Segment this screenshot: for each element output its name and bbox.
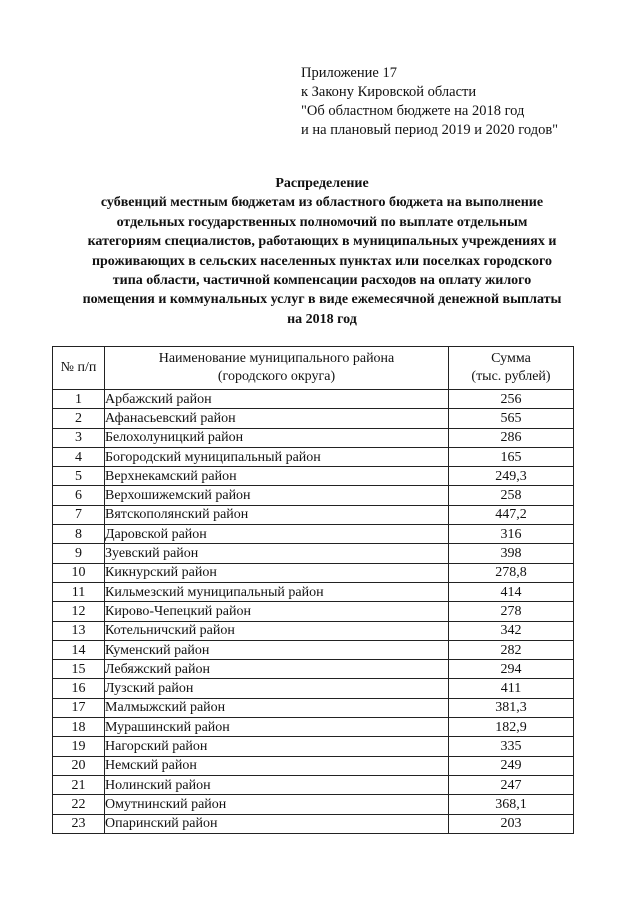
- table-row: [53, 679, 574, 698]
- row-number: 3: [53, 428, 105, 447]
- title-heading: Распределение: [275, 176, 369, 191]
- amount: 368,1: [449, 795, 574, 814]
- amount: 294: [449, 660, 574, 679]
- table-row: [53, 544, 574, 563]
- district-name: Нолинский район: [105, 775, 449, 794]
- district-name: Верхнекамский район: [105, 467, 449, 486]
- district-name: Лузский район: [105, 679, 449, 698]
- row-number: 10: [53, 563, 105, 582]
- table-row: [53, 602, 574, 621]
- amount: 411: [449, 679, 574, 698]
- table-row: [53, 814, 574, 833]
- district-name: Зуевский район: [105, 544, 449, 563]
- district-name: Кильмезский муниципальный район: [105, 582, 449, 601]
- district-name: Куменский район: [105, 640, 449, 659]
- header-name: [105, 347, 449, 390]
- title-line: на 2018 год: [287, 311, 357, 327]
- row-number: 8: [53, 525, 105, 544]
- row-number: 2: [53, 409, 105, 428]
- amount: 286: [449, 428, 574, 447]
- district-name: Нагорский район: [105, 737, 449, 756]
- header-sum: [449, 347, 574, 390]
- table-row: [53, 718, 574, 737]
- table-row: [53, 660, 574, 679]
- row-number: 7: [53, 505, 105, 524]
- amount: 256: [449, 390, 574, 409]
- district-name: Малмыжский район: [105, 698, 449, 717]
- table-row: [53, 698, 574, 717]
- row-number: 17: [53, 698, 105, 717]
- district-name: Вятскополянский район: [105, 505, 449, 524]
- appendix-note: [301, 64, 558, 140]
- table-body: [53, 390, 574, 834]
- table-row: [53, 621, 574, 640]
- row-number: 23: [53, 814, 105, 833]
- appendix-line: "Об областном бюджете на 2018 год: [301, 103, 525, 119]
- table-row: [53, 525, 574, 544]
- district-name: Даровской район: [105, 525, 449, 544]
- header-sum-line: Сумма: [491, 351, 531, 366]
- table-header-row: [53, 347, 574, 390]
- row-number: 4: [53, 447, 105, 466]
- row-number: 18: [53, 718, 105, 737]
- amount: 447,2: [449, 505, 574, 524]
- amount: 398: [449, 544, 574, 563]
- header-sum-line: (тыс. рублей): [471, 369, 551, 384]
- district-name: Лебяжский район: [105, 660, 449, 679]
- row-number: 12: [53, 602, 105, 621]
- row-number: 1: [53, 390, 105, 409]
- amount: 258: [449, 486, 574, 505]
- title-line: субвенций местным бюджетам из областного бюджета на выполнение: [100, 195, 544, 211]
- title-line: типа области, частичной компенсации расходов на оплату жилого: [112, 273, 532, 289]
- row-number: 9: [53, 544, 105, 563]
- amount: 342: [449, 621, 574, 640]
- row-number: 13: [53, 621, 105, 640]
- row-number: 15: [53, 660, 105, 679]
- row-number: 22: [53, 795, 105, 814]
- amount: 282: [449, 640, 574, 659]
- table-row: [53, 640, 574, 659]
- title-line: помещения и коммунальных услуг в виде ежемесячной денежной выплаты: [82, 292, 562, 308]
- district-name: Немский район: [105, 756, 449, 775]
- amount: 165: [449, 447, 574, 466]
- table-row: [53, 390, 574, 409]
- district-name: Кикнурский район: [105, 563, 449, 582]
- amount: 247: [449, 775, 574, 794]
- title-line: отдельных государственных полномочий по выплате отдельным: [116, 214, 528, 230]
- row-number: 6: [53, 486, 105, 505]
- table-row: [53, 505, 574, 524]
- table-row: [53, 795, 574, 814]
- title-line: категориям специалистов, работающих в муниципальных учреждениях и: [87, 234, 557, 250]
- district-name: Афанасьевский район: [105, 409, 449, 428]
- row-number: 14: [53, 640, 105, 659]
- table-row: [53, 467, 574, 486]
- district-name: Богородский муниципальный район: [105, 447, 449, 466]
- amount: 249,3: [449, 467, 574, 486]
- row-number: 21: [53, 775, 105, 794]
- row-number: 19: [53, 737, 105, 756]
- district-name: Белохолуницкий район: [105, 428, 449, 447]
- amount: 335: [449, 737, 574, 756]
- amount: 182,9: [449, 718, 574, 737]
- amount: 278: [449, 602, 574, 621]
- amount: 203: [449, 814, 574, 833]
- district-name: Мурашинский район: [105, 718, 449, 737]
- row-number: 16: [53, 679, 105, 698]
- district-name: Арбажский район: [105, 390, 449, 409]
- table-row: [53, 428, 574, 447]
- title-line: проживающих в сельских населенных пунктах или поселках городского: [91, 253, 553, 269]
- amount: 565: [449, 409, 574, 428]
- row-number: 5: [53, 467, 105, 486]
- appendix-line: к Закону Кировской области: [301, 84, 477, 100]
- table-row: [53, 775, 574, 794]
- table-row: [53, 486, 574, 505]
- amount: 316: [449, 525, 574, 544]
- amount: 381,3: [449, 698, 574, 717]
- district-name: Кирово-Чепецкий район: [105, 602, 449, 621]
- row-number: 11: [53, 582, 105, 601]
- appendix-line: Приложение 17: [301, 65, 397, 81]
- document-title: [52, 174, 592, 329]
- district-name: Омутнинский район: [105, 795, 449, 814]
- appendix-line: и на плановый период 2019 и 2020 годов": [301, 122, 559, 138]
- row-number: 20: [53, 756, 105, 775]
- amount: 249: [449, 756, 574, 775]
- table-row: [53, 447, 574, 466]
- table-row: [53, 737, 574, 756]
- table-row: [53, 582, 574, 601]
- district-name: Опаринский район: [105, 814, 449, 833]
- table-row: [53, 756, 574, 775]
- table-row: [53, 563, 574, 582]
- header-name-line: Наименование муниципального района: [158, 351, 395, 366]
- amount: 278,8: [449, 563, 574, 582]
- district-name: Котельничский район: [105, 621, 449, 640]
- header-name-line: (городского округа): [217, 369, 336, 384]
- header-num: № п/п: [53, 347, 105, 390]
- table-row: [53, 409, 574, 428]
- distribution-table: [52, 346, 574, 834]
- amount: 414: [449, 582, 574, 601]
- district-name: Верхошижемский район: [105, 486, 449, 505]
